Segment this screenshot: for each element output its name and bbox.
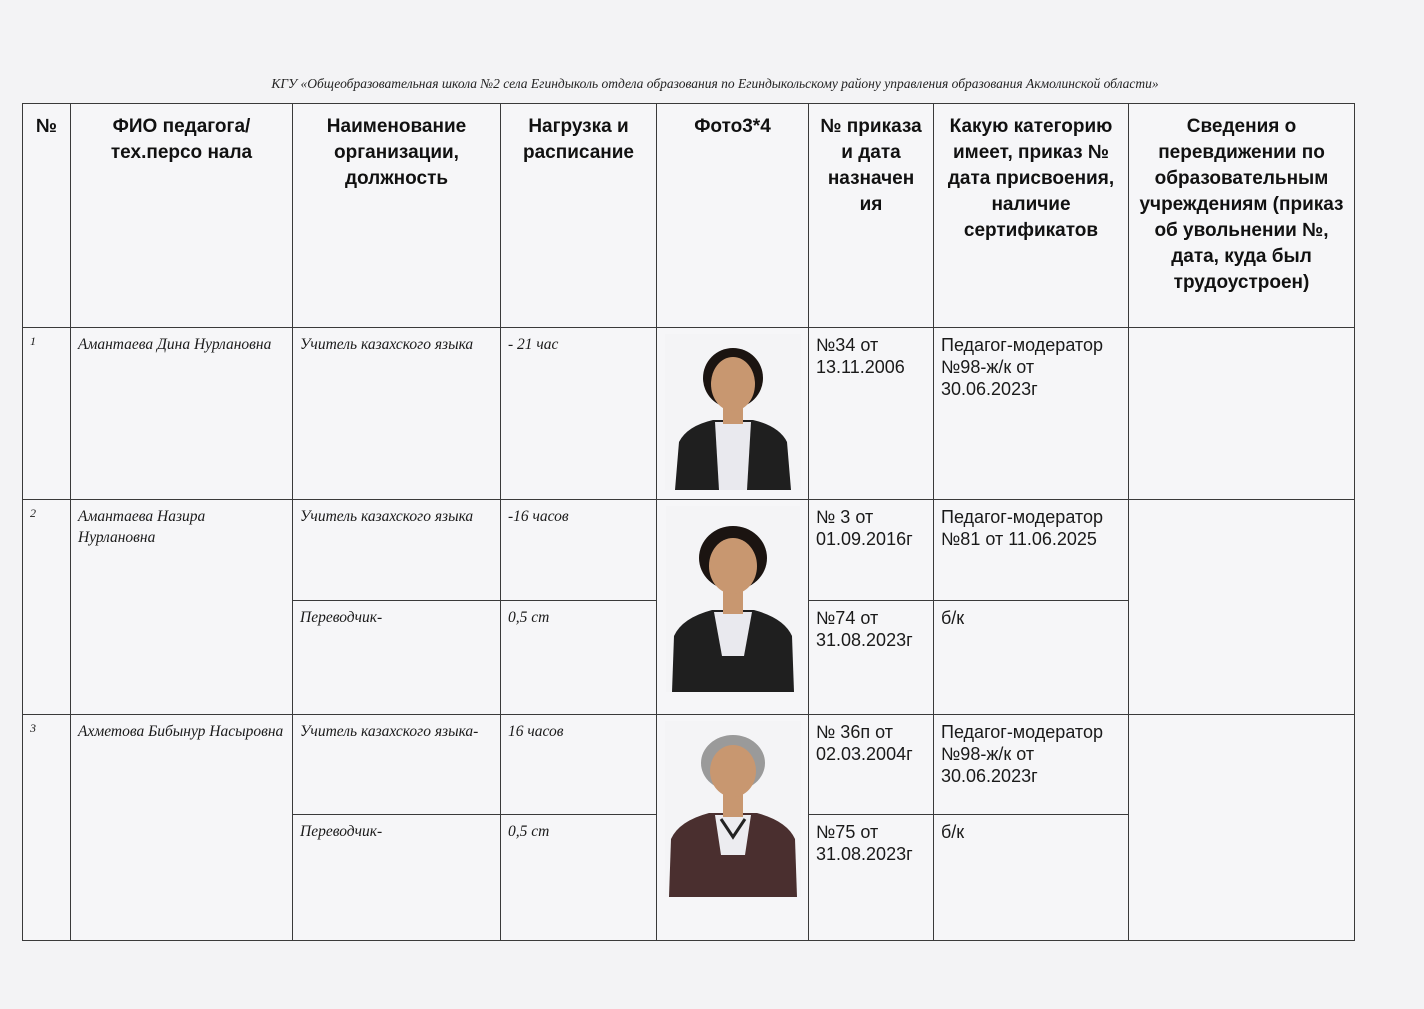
photo-cell bbox=[657, 328, 809, 500]
row-number: 2 bbox=[23, 499, 71, 715]
header-movement: Сведения о перевдижении по образовательным учреждениям (приказ об увольнении №, дата, куда был трудоустроен) bbox=[1129, 104, 1355, 328]
document-title: КГУ «Общеобразовательная школа №2 села Егиндыколь отдела образования по Егиндыкольскому району управления образования Акмолинской области» bbox=[271, 76, 1159, 91]
employee-position: Учитель казахского языка- bbox=[293, 715, 501, 815]
employee-photo bbox=[666, 506, 800, 692]
header-num: № bbox=[23, 104, 71, 328]
employee-category-secondary: б/к bbox=[934, 814, 1129, 940]
employee-load: 16 часов bbox=[501, 715, 657, 815]
employee-category: Педагог-модератор №98-ж/к от 30.06.2023г bbox=[934, 715, 1129, 815]
employee-name: Ахметова Бибынур Насыровна bbox=[71, 715, 293, 941]
appointment-order: № 3 от 01.09.2016г bbox=[809, 499, 934, 601]
header-photo: Фото3*4 bbox=[657, 104, 809, 328]
employee-load: -16 часов bbox=[501, 499, 657, 601]
header-load: Нагрузка и расписание bbox=[501, 104, 657, 328]
header-fio: ФИО педагога/тех.персо нала bbox=[71, 104, 293, 328]
header-category: Какую категорию имеет, приказ № дата присвоения, наличие сертификатов bbox=[934, 104, 1129, 328]
employee-position: Учитель казахского языка bbox=[293, 499, 501, 601]
movement-info bbox=[1129, 328, 1355, 500]
employee-position-secondary: Переводчик- bbox=[293, 601, 501, 715]
header-order: № приказа и дата назначен ия bbox=[809, 104, 934, 328]
employee-load-secondary: 0,5 ст bbox=[501, 601, 657, 715]
employee-position: Учитель казахского языка bbox=[293, 328, 501, 500]
table-row bbox=[23, 328, 1355, 500]
employee-category: Педагог-модератор №81 от 11.06.2025 bbox=[934, 499, 1129, 601]
appointment-order-secondary: №75 от 31.08.2023г bbox=[809, 814, 934, 940]
employee-category: Педагог-модератор №98-ж/к от 30.06.2023г bbox=[934, 328, 1129, 500]
employee-name: Амантаева Дина Нурлановна bbox=[71, 328, 293, 500]
appointment-order: №34 от 13.11.2006 bbox=[809, 328, 934, 500]
employee-load-secondary: 0,5 ст bbox=[501, 814, 657, 940]
movement-info bbox=[1129, 499, 1355, 715]
employee-photo bbox=[665, 334, 801, 490]
employee-load: - 21 час bbox=[501, 328, 657, 500]
employee-position-secondary: Переводчик- bbox=[293, 814, 501, 940]
appointment-order-secondary: №74 от 31.08.2023г bbox=[809, 601, 934, 715]
appointment-order: № 36п от 02.03.2004г bbox=[809, 715, 934, 815]
photo-cell bbox=[657, 715, 809, 941]
table-header-row bbox=[23, 104, 1355, 328]
staff-table bbox=[22, 103, 1355, 941]
movement-info bbox=[1129, 715, 1355, 941]
employee-category-secondary: б/к bbox=[934, 601, 1129, 715]
photo-cell bbox=[657, 499, 809, 715]
header-organization: Наименование организации, должность bbox=[293, 104, 501, 328]
employee-name: Амантаева Назира Нурлановна bbox=[71, 499, 293, 715]
employee-photo bbox=[665, 721, 801, 897]
table-row bbox=[23, 499, 1355, 601]
row-number: 1 bbox=[23, 328, 71, 500]
row-number: 3 bbox=[23, 715, 71, 941]
table-row bbox=[23, 715, 1355, 815]
